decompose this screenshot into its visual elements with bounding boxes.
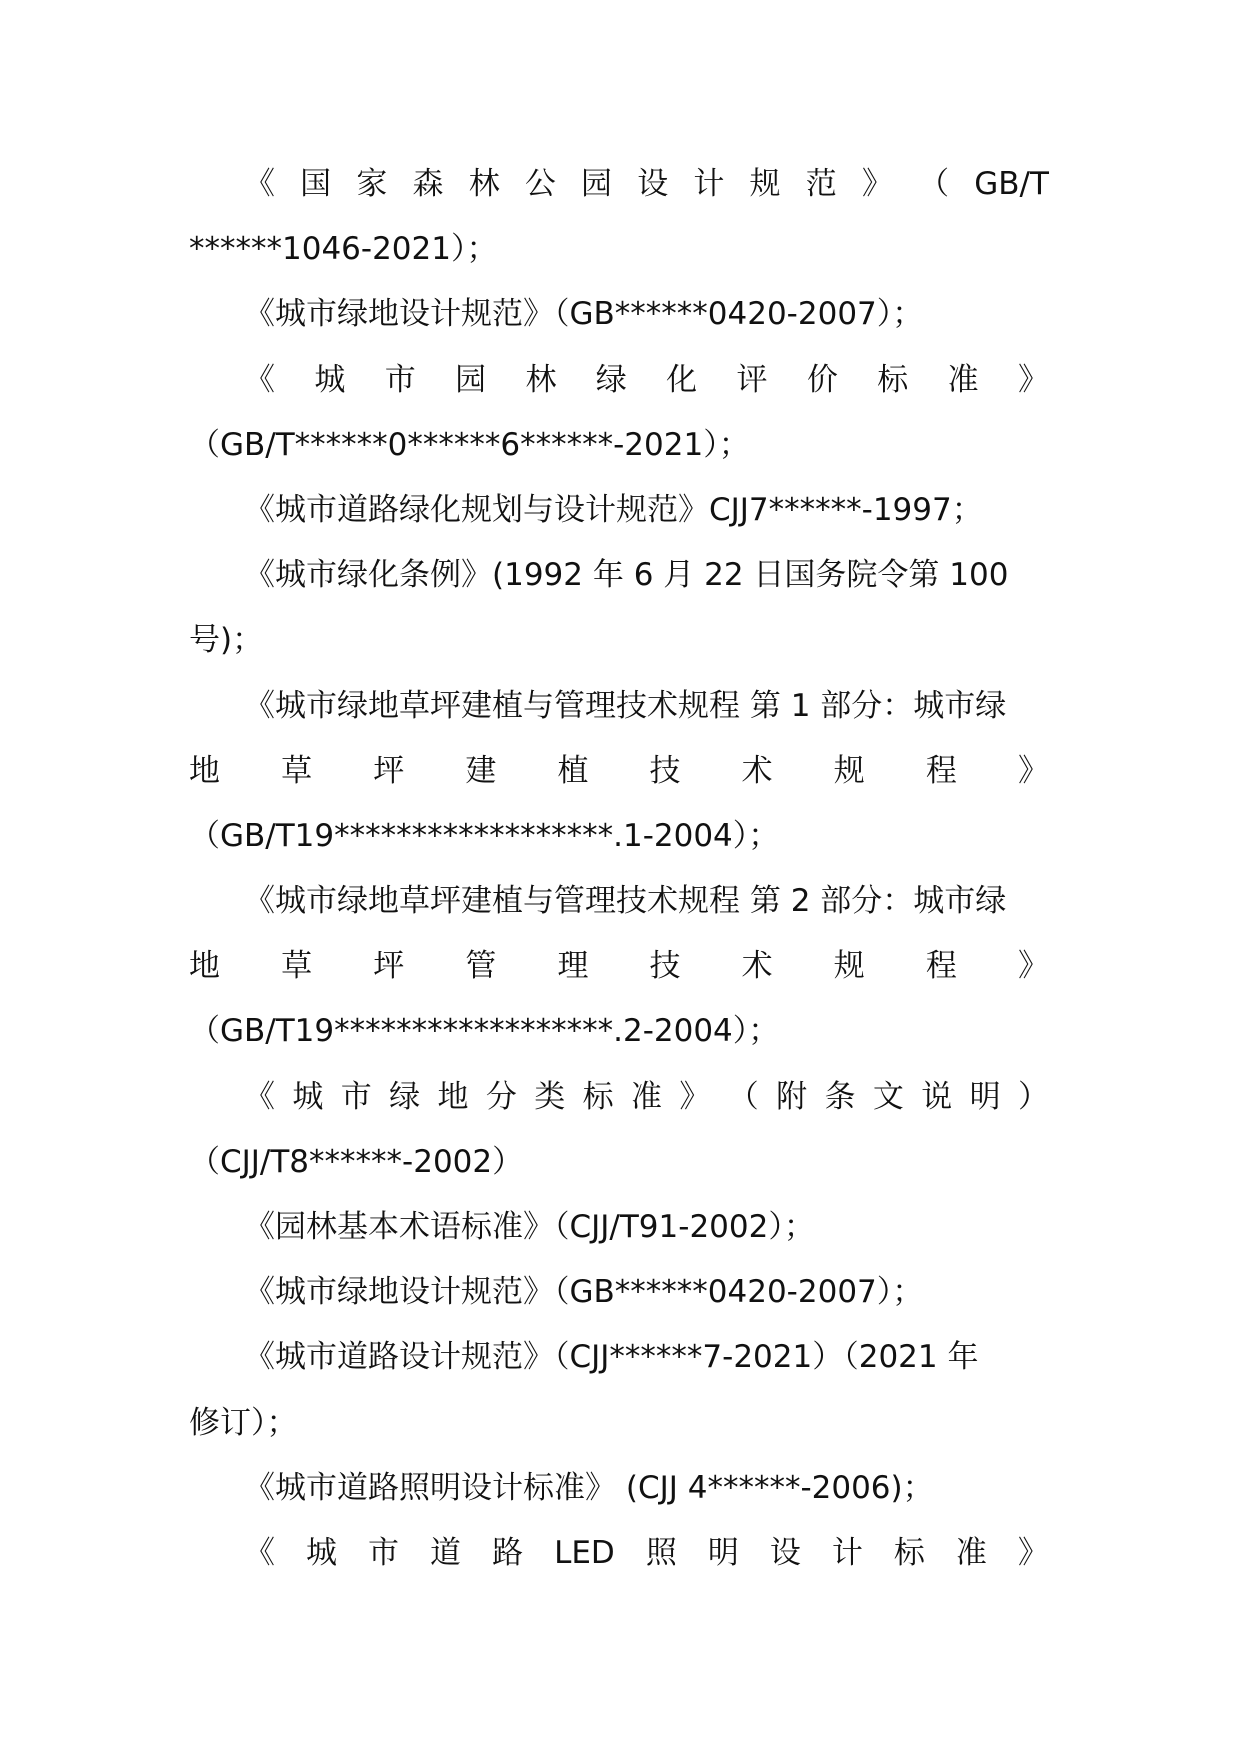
line-token: 城: [314, 361, 346, 398]
line-token: 》: [1017, 1534, 1049, 1571]
line-token: GB/T: [974, 166, 1049, 202]
document-line: [189, 1065, 1049, 1130]
line-token: 》: [679, 1078, 711, 1115]
line-token: 林: [468, 166, 500, 202]
document-line: （GB/T19******************.2-2004）；: [189, 1013, 780, 1050]
line-token: （: [727, 1078, 759, 1115]
line-token: 计: [693, 166, 725, 202]
line-token: 设: [637, 166, 669, 202]
line-token: 技: [649, 752, 681, 789]
line-token: 地: [437, 1078, 469, 1115]
line-token: 森: [412, 166, 444, 202]
line-token: 》: [1017, 361, 1049, 398]
document-line: [189, 348, 1049, 413]
line-token: 《: [244, 1534, 275, 1571]
line-token: 园: [455, 361, 487, 398]
line-token: 标: [582, 1078, 614, 1115]
line-token: 绿: [595, 361, 627, 398]
line-token: 草: [281, 948, 313, 985]
line-token: 植: [557, 752, 589, 789]
line-token: （: [918, 166, 950, 202]
line-token: 条: [824, 1078, 856, 1115]
line-token: 范: [805, 166, 837, 202]
document-line: （GB/T******0******6******-2021）；: [189, 426, 750, 463]
line-token: 标: [893, 1534, 925, 1571]
line-token: 坪: [373, 948, 405, 985]
document-line: 《城市绿化条例》(1992 年 6 月 22 日国务院令第 100: [244, 557, 1009, 594]
line-token: 道: [430, 1534, 462, 1571]
line-token: 技: [649, 948, 681, 985]
line-token: 坪: [373, 752, 405, 789]
line-token: 市: [340, 1078, 372, 1115]
line-token: 说: [921, 1078, 953, 1115]
line-token: 公: [524, 166, 556, 202]
line-token: 管: [465, 948, 497, 985]
line-token: 类: [534, 1078, 566, 1115]
line-token: 价: [806, 361, 838, 398]
line-token: 建: [465, 752, 497, 789]
line-token: 规: [833, 948, 865, 985]
line-token: 《: [244, 361, 275, 398]
line-token: 术: [741, 948, 773, 985]
line-token: 程: [925, 752, 957, 789]
document-line: [189, 152, 1049, 217]
line-token: 城: [306, 1534, 338, 1571]
line-token: ）: [1018, 1078, 1049, 1115]
document-line: [189, 934, 1049, 999]
document-line: 修订）；: [189, 1404, 298, 1441]
line-token: 分: [485, 1078, 517, 1115]
line-token: 程: [925, 948, 957, 985]
document-line: [189, 1521, 1049, 1586]
line-token: 城: [292, 1078, 324, 1115]
document-line: 《园林基本术语标准》（CJJ/T91-2002）；: [244, 1209, 815, 1245]
line-token: 》: [861, 166, 893, 202]
line-token: 》: [1017, 752, 1049, 789]
line-token: 明: [707, 1534, 739, 1571]
line-token: 家: [356, 166, 388, 202]
line-token: 化: [666, 361, 698, 398]
document-line: （CJJ/T8******-2002）: [189, 1143, 524, 1180]
document-line: 《城市道路设计规范》（CJJ******7-2021）（2021 年: [244, 1339, 979, 1376]
line-token: 规: [749, 166, 781, 202]
line-token: 市: [368, 1534, 400, 1571]
line-token: 文: [872, 1078, 904, 1115]
line-token: 评: [736, 361, 768, 398]
line-token: 准: [955, 1534, 987, 1571]
line-token: 草: [281, 752, 313, 789]
document-line: [189, 739, 1049, 804]
line-token: 地: [189, 948, 220, 985]
document-line: 号)；: [189, 622, 264, 659]
document-line: 《城市绿地设计规范》（GB******0420-2007）；: [244, 1274, 924, 1311]
line-token: 绿: [389, 1078, 421, 1115]
line-token: LED: [554, 1534, 615, 1571]
line-token: 计: [831, 1534, 863, 1571]
line-token: 明: [969, 1078, 1001, 1115]
line-token: 园: [581, 166, 613, 202]
line-token: 林: [525, 361, 557, 398]
line-token: 市: [384, 361, 416, 398]
line-token: 设: [769, 1534, 801, 1571]
document-line: （GB/T19******************.1-2004）；: [189, 817, 780, 854]
document-line: 《城市道路绿化规划与设计规范》CJJ7******-1997；: [244, 491, 983, 528]
document-line: ******1046-2021）；: [189, 231, 498, 268]
line-token: 路: [492, 1534, 524, 1571]
line-token: 理: [557, 948, 589, 985]
line-token: 附: [776, 1078, 808, 1115]
document-line: 《城市绿地设计规范》（GB******0420-2007）；: [244, 296, 924, 333]
line-token: 规: [833, 752, 865, 789]
line-token: 准: [631, 1078, 662, 1115]
line-token: 》: [1017, 948, 1049, 985]
line-token: 准: [947, 361, 979, 398]
line-token: 标: [877, 361, 909, 398]
document-body: [189, 152, 1049, 1586]
line-token: 国: [300, 166, 332, 202]
document-line: 《城市道路照明设计标准》 (CJJ 4******-2006)；: [244, 1469, 934, 1506]
line-token: 《: [244, 166, 275, 202]
line-token: 照: [645, 1534, 677, 1571]
line-token: 术: [741, 752, 773, 789]
line-token: 地: [189, 752, 220, 789]
document-line: 《城市绿地草坪建植与管理技术规程 第 2 部分：城市绿: [244, 883, 1007, 920]
line-token: 《: [244, 1078, 275, 1115]
document-line: 《城市绿地草坪建植与管理技术规程 第 1 部分：城市绿: [244, 687, 1007, 724]
